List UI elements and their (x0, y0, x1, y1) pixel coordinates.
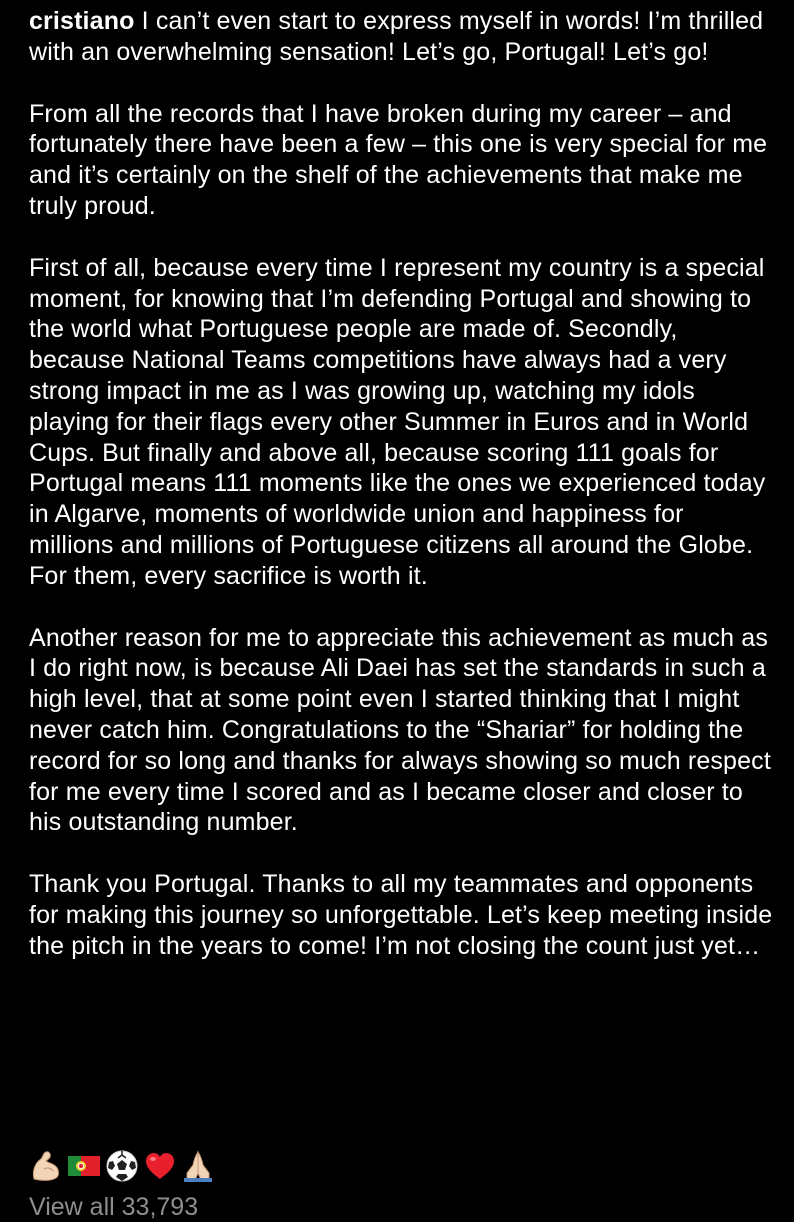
portugal-flag-icon (67, 1149, 101, 1183)
caption-paragraph-1 (29, 6, 774, 68)
soccer-ball-icon (105, 1149, 139, 1183)
emoji-row (29, 1148, 215, 1184)
red-heart-icon (143, 1149, 177, 1183)
post-caption (29, 6, 774, 993)
flexed-biceps-icon (29, 1149, 63, 1183)
folded-hands-icon (181, 1149, 215, 1183)
caption-paragraph-4: Another reason for me to appreciate this achievement as much as I do right now, is because Ali Daei has set the standards in such a high level, that at some point even I started thinking that I might never catch him. Congratulations to the “Shariar” for holding the record for so long and thanks for always showing so much respect for me every time I scored and as I became closer and closer to his outstanding number. (29, 623, 771, 837)
username-link[interactable]: cristiano (29, 7, 135, 35)
caption-paragraph-5: Thank you Portugal. Thanks to all my teammates and opponents for making this journey so unforgettable. Let’s keep meeting inside the pitch in the years to come! I’m not closing the count just yet… (29, 870, 773, 960)
caption-text-1: I can’t even start to express myself in words! I’m thrilled with an overwhelming sensation! Let’s go, Portugal! Let’s go! (29, 7, 764, 66)
caption-paragraph-2: From all the records that I have broken during my career – and fortunately there have been a few – this one is very special for me and it’s certainly on the shelf of the achievements that make me truly proud. (29, 99, 768, 220)
caption-paragraph-3: First of all, because every time I represent my country is a special moment, for knowing that I’m defending Portugal and showing to the world what Portuguese people are made of. Secondly, because National Teams competitions have always had a very strong impact in me as I was growing up, watching my idols playing for their flags every other Summer in Euros and in World Cups. But finally and above all, because scoring 111 goals for Portugal means 111 moments like the ones we experienced today in Algarve, moments of worldwide union and happiness for millions and millions of Portuguese citizens all around the Globe. For them, every sacrifice is worth it. (29, 253, 766, 590)
view-comments-link[interactable]: View all 33,793 (29, 1193, 199, 1221)
